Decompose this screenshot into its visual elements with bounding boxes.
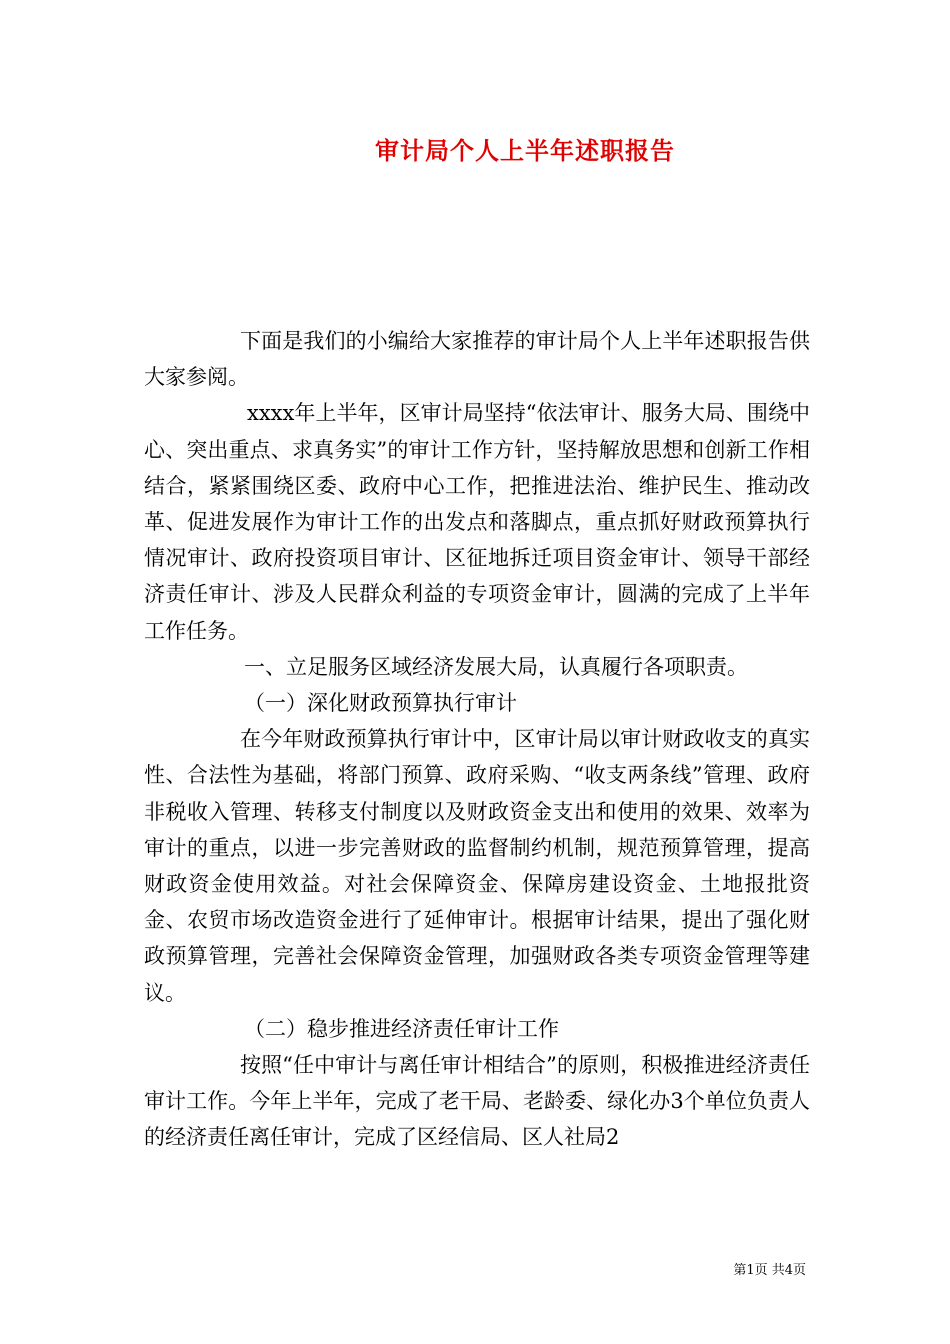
document-title: 审计局个人上半年述职报告 <box>375 136 675 165</box>
paragraph-budget-audit: 在今年财政预算执行审计中，区审计局以审计财政收支的真实性、合法性为基础，将部门预算、政府采购、“收支两条线”管理、政府非税收入管理、转移支付制度以及财政资金支出和使用的效果、效率为审计的重点，以进一步完善财政的监督制约机制，规范预算管理，提高财政资金使用效益。对社会保障资金、保障房建设资金、土地报批资金、农贸市场改造资金进行了延伸审计。根据审计结果，提出了强化财政预算管理，完善社会保障资金管理，加强财政各类专项资金管理等建议。 <box>144 727 810 1005</box>
document-body <box>144 323 810 1156</box>
paragraph-intro: 下面是我们的小编给大家推荐的审计局个人上半年述职报告供大家参阅。 <box>144 329 810 390</box>
page-number: 第1页 共4页 <box>733 1263 806 1278</box>
paragraph-economic-audit: 按照“任中审计与离任审计相结合”的原则，积极推进经济责任审计工作。今年上半年，完成了老干局、老龄委、绿化办3个单位负责人的经济责任离任审计，完成了区经信局、区人社局2 <box>144 1053 810 1150</box>
subsection-heading-2: （二）稳步推进经济责任审计工作 <box>244 1016 559 1041</box>
section-heading-1: 一、立足服务区域经济发展大局，认真履行各项职责。 <box>244 654 748 679</box>
paragraph-overview: xxxx年上半年，区审计局坚持“依法审计、服务大局、围绕中心、突出重点、求真务实”的审计工作方针，坚持解放思想和创新工作相结合，紧紧围绕区委、政府中心工作，把推进法治、维护民生、推动改革、促进发展作为审计工作的出发点和落脚点，重点抓好财政预算执行情况审计、政府投资项目审计、区征地拆迁项目资金审计、领导干部经济责任审计、涉及人民群众利益的专项资金审计，圆满的完成了上半年工作任务。 <box>144 401 810 643</box>
subsection-heading-1: （一）深化财政预算执行审计 <box>244 691 517 716</box>
